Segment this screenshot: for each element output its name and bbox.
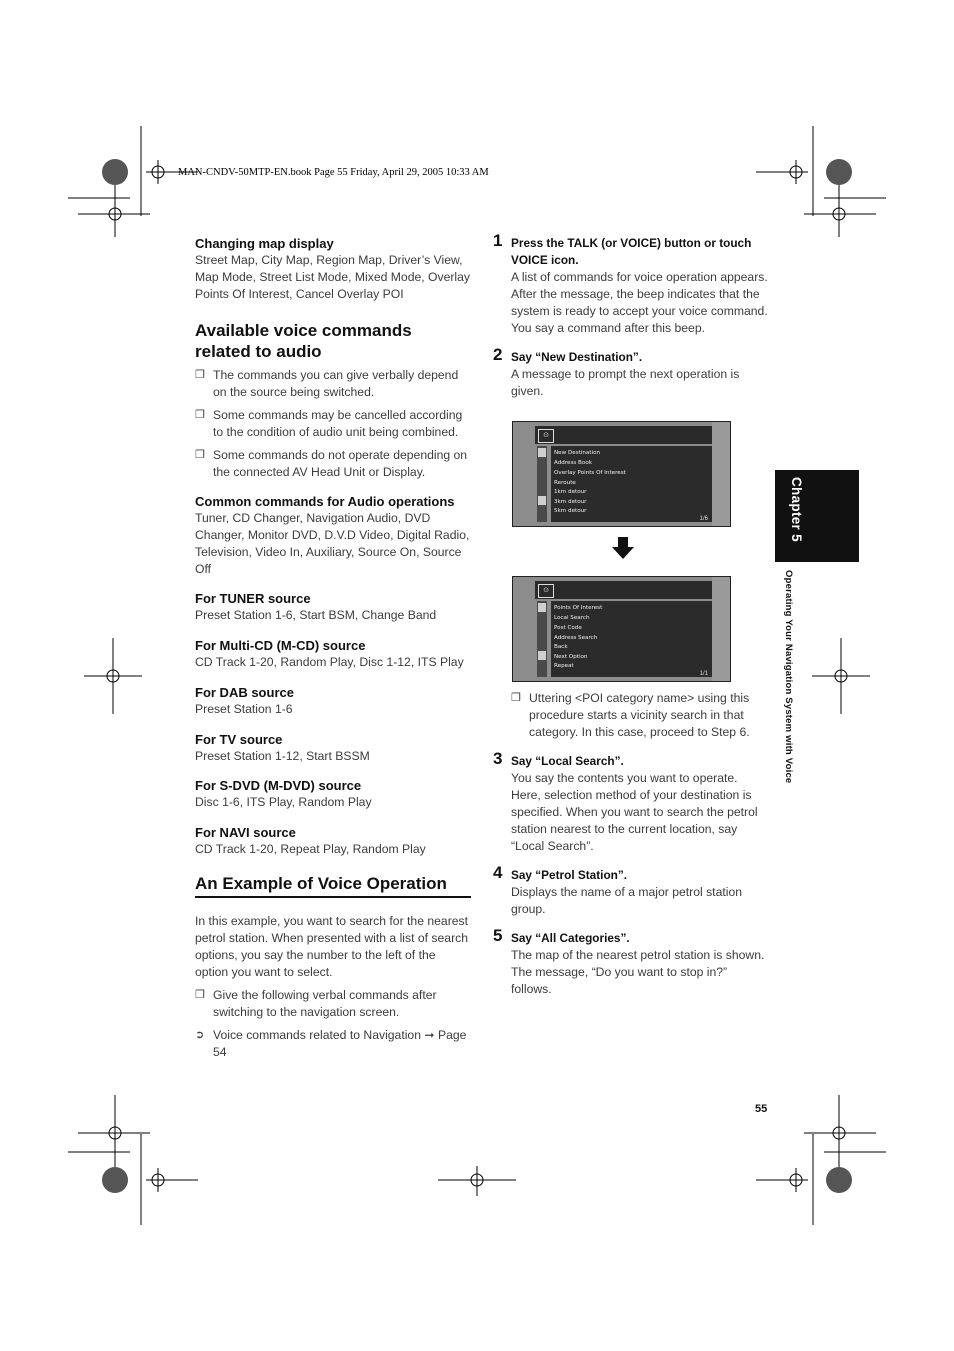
- step-title: Press the TALK (or VOICE) button or touch VOICE icon.: [511, 236, 752, 267]
- screen-titlebar: [535, 426, 717, 444]
- step-text: A message to prompt the next operation is given.: [511, 367, 740, 398]
- step-text: A list of commands for voice operation appears. After the message, the beep indicates that the system is ready to accept your voice command. You say a command after this beep.: [511, 270, 768, 335]
- scroll-up-icon: [538, 448, 546, 457]
- list-item: Local Search: [554, 615, 590, 621]
- list-item: Points Of Interest: [554, 605, 603, 611]
- audio-bullet: ❐ The commands you can give verbally depend on the source being switched.: [195, 368, 459, 399]
- page-number: 55: [755, 1103, 768, 1115]
- example-heading: An Example of Voice Operation: [195, 873, 471, 898]
- list-item: Address Book: [554, 460, 592, 466]
- step-number: 4: [493, 863, 503, 882]
- command-list: [551, 601, 713, 677]
- left-column: [195, 235, 471, 1061]
- list-item: Overlay Points Of Interest: [554, 470, 626, 476]
- source-text: Disc 1-6, ITS Play, Random Play: [195, 795, 372, 809]
- checkbox-bullet-icon: ❐: [195, 369, 205, 381]
- list-item: Back: [554, 644, 568, 650]
- checkbox-bullet-icon: ❐: [195, 989, 205, 1001]
- source-title: For TUNER source: [195, 591, 311, 606]
- nav-screen-2: [512, 576, 731, 682]
- list-item: Next Option: [554, 654, 588, 660]
- step-text: Displays the name of a major petrol station group.: [511, 885, 742, 916]
- source-title: For TV source: [195, 732, 283, 747]
- source-title: For NAVI source: [195, 825, 296, 840]
- step-3: [493, 749, 769, 855]
- step-title: Say “All Categories”.: [511, 931, 630, 945]
- list-item: Address Search: [554, 635, 598, 641]
- screen-titlebar: [535, 581, 717, 599]
- checkbox-bullet-icon: ❐: [511, 692, 521, 704]
- scroll-down-icon: [538, 651, 546, 660]
- map-display-title: Changing map display: [195, 236, 334, 251]
- list-item: Reroute: [554, 480, 576, 486]
- crossref: ➲ Voice commands related to Navigation ➞ Page 54: [195, 1028, 467, 1059]
- source-block: [195, 824, 471, 858]
- checkbox-bullet-icon: ❐: [195, 449, 205, 461]
- source-block: [195, 493, 471, 578]
- page-indicator: 1/6: [699, 516, 708, 522]
- source-text: Preset Station 1-12, Start BSSM: [195, 749, 370, 763]
- example-text: In this example, you want to search for the nearest petrol station. When presented with a list of search options, you say the number to the left of the option you want to select.: [195, 914, 469, 979]
- list-item: Post Code: [554, 625, 582, 631]
- scroll-up-icon: [538, 603, 546, 612]
- nav-screen-1: [512, 421, 731, 527]
- source-block: [195, 684, 471, 718]
- list-item: New Destination: [554, 450, 601, 456]
- audio-bullet: ❐ Some commands may be cancelled according to the condition of audio unit being combined.: [195, 408, 463, 439]
- step-1: [493, 231, 769, 337]
- list-item: 1km detour: [554, 489, 587, 495]
- source-block: [195, 637, 471, 671]
- voice-icon: ⊙: [538, 429, 554, 443]
- list-item: 3km detour: [554, 499, 587, 505]
- source-text: Preset Station 1-6, Start BSM, Change Band: [195, 608, 437, 622]
- source-title: For S-DVD (M-DVD) source: [195, 778, 362, 793]
- screen-scrollbar: [537, 446, 547, 522]
- step-number: 3: [493, 749, 503, 768]
- right-column-lower: [493, 690, 769, 998]
- chapter-label: Chapter 5: [789, 477, 804, 542]
- right-column: [493, 231, 769, 400]
- audio-heading: Available voice commands related to audio: [195, 321, 412, 361]
- step-4: [493, 863, 769, 918]
- source-text: Preset Station 1-6: [195, 702, 293, 716]
- source-title: For Multi-CD (M-CD) source: [195, 638, 366, 653]
- voice-icon: ⊙: [538, 584, 554, 598]
- list-item: 5km detour: [554, 508, 587, 514]
- step-2: [493, 345, 769, 400]
- audio-bullet: ❐ Some commands do not operate depending on the connected AV Head Unit or Display.: [195, 448, 468, 479]
- return-arrow-icon: ➲: [195, 1029, 205, 1041]
- file-header: MAN-CNDV-50MTP-EN.book Page 55 Friday, April 29, 2005 10:33 AM: [178, 167, 489, 178]
- checkbox-bullet-icon: ❐: [195, 409, 205, 421]
- step-title: Say “Petrol Station”.: [511, 868, 628, 882]
- running-title: Operating Your Navigation System with Voice: [783, 570, 794, 784]
- step-title: Say “Local Search”.: [511, 754, 624, 768]
- step-number: 1: [493, 231, 503, 250]
- map-strip: [712, 577, 730, 681]
- command-list: [551, 446, 713, 522]
- source-title: Common commands for Audio operations: [195, 494, 455, 509]
- step-5: [493, 926, 769, 998]
- list-item: Repeat: [554, 663, 574, 669]
- scroll-down-icon: [538, 496, 546, 505]
- example-bullet: ❐ Give the following verbal commands after switching to the navigation screen.: [195, 988, 437, 1019]
- step-text: You say the contents you want to operate. Here, selection method of your destination is specified. When you want to search the petrol station nearest to the current location, say “Local Search”.: [511, 771, 758, 853]
- map-display-text: Street Map, City Map, Region Map, Driver’s View, Map Mode, Street List Mode, Mixed Mode, Overlay Points Of Interest, Cancel Overlay POI: [195, 253, 471, 301]
- step-number: 5: [493, 926, 503, 945]
- arrow-down-icon: [612, 537, 634, 559]
- source-text: CD Track 1-20, Random Play, Disc 1-12, ITS Play: [195, 655, 464, 669]
- source-text: Tuner, CD Changer, Navigation Audio, DVD Changer, Monitor DVD, D.V.D Video, Digital Radio, Television, Video In, Auxiliary, Source On, Source Off: [195, 511, 470, 576]
- source-block: [195, 777, 471, 811]
- map-strip: [712, 422, 730, 526]
- page-indicator: 1/1: [699, 671, 708, 677]
- screen-scrollbar: [537, 601, 547, 677]
- step-number: 2: [493, 345, 503, 364]
- source-block: [195, 731, 471, 765]
- source-text: CD Track 1-20, Repeat Play, Random Play: [195, 842, 426, 856]
- step-2-bullet: ❐ Uttering <POI category name> using this procedure starts a vicinity search in that category. In this case, proceed to Step 6.: [511, 691, 750, 739]
- source-block: [195, 590, 471, 624]
- source-title: For DAB source: [195, 685, 294, 700]
- step-title: Say “New Destination”.: [511, 350, 643, 364]
- step-text: The map of the nearest petrol station is shown. The message, “Do you want to stop in?” follows.: [511, 948, 765, 996]
